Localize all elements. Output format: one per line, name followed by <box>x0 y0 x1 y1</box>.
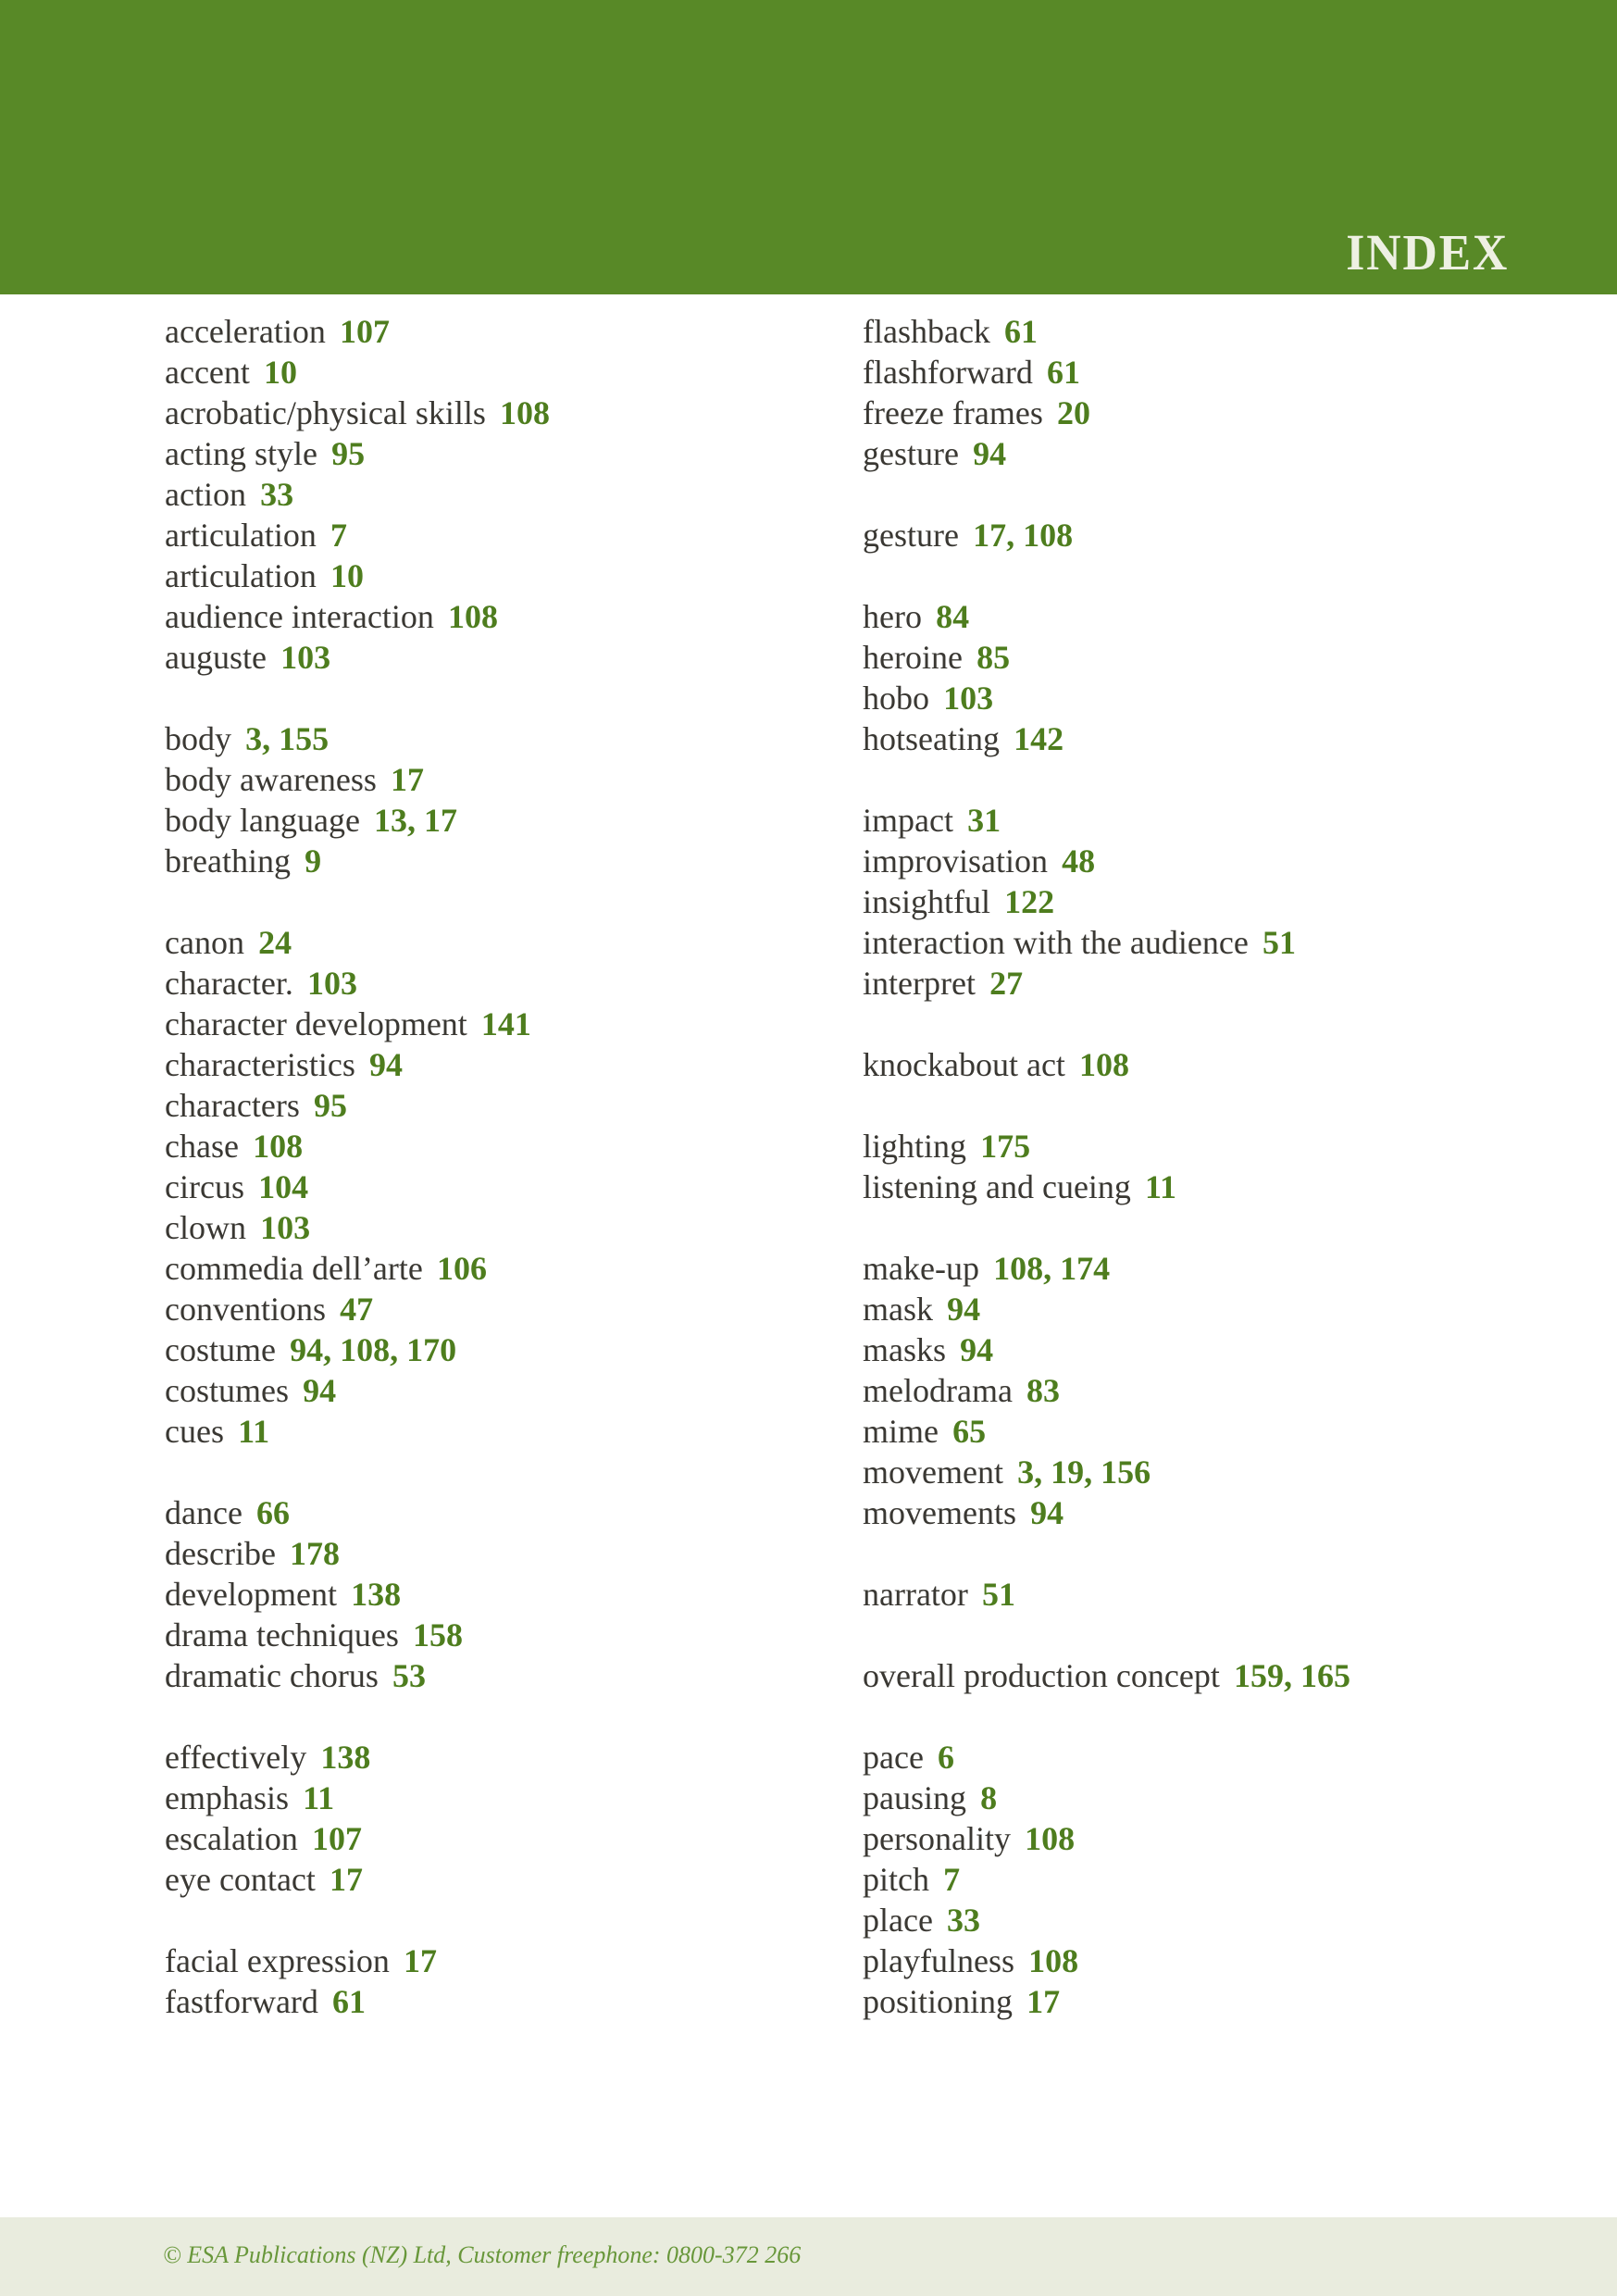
index-page-numbers: 94 <box>368 1046 403 1083</box>
index-entry <box>863 1126 1350 1167</box>
index-page-numbers: 107 <box>312 1820 363 1857</box>
index-term: acceleration <box>165 313 326 350</box>
index-entry <box>165 555 550 596</box>
index-entry <box>165 1574 550 1615</box>
index-entry <box>165 637 550 678</box>
index-term: listening and cueing <box>863 1168 1131 1205</box>
index-page-numbers: 11 <box>238 1413 270 1450</box>
index-entry <box>165 963 550 1004</box>
index-page-numbers: 31 <box>967 802 1001 839</box>
index-term: dramatic chorus <box>165 1657 379 1694</box>
group-spacer <box>165 1696 550 1737</box>
index-term: freeze frames <box>863 394 1043 431</box>
index-entry <box>863 678 1350 718</box>
index-term: acting style <box>165 435 317 472</box>
index-entry <box>863 1492 1350 1533</box>
index-term: drama techniques <box>165 1616 399 1653</box>
index-page-numbers: 27 <box>989 965 1024 1002</box>
index-term: make-up <box>863 1250 979 1287</box>
index-term: body awareness <box>165 761 377 798</box>
index-page-numbers: 51 <box>1262 924 1296 961</box>
index-page-numbers: 94 <box>947 1291 981 1328</box>
index-page-numbers: 10 <box>330 557 365 594</box>
index-term: audience interaction <box>165 598 434 635</box>
index-page-numbers: 66 <box>256 1494 291 1531</box>
group-spacer <box>863 555 1350 596</box>
index-page-numbers: 3, 19, 156 <box>1017 1454 1151 1491</box>
index-term: mime <box>863 1413 939 1450</box>
index-page-numbers: 94 <box>1030 1494 1064 1531</box>
index-term: escalation <box>165 1820 298 1857</box>
index-page-numbers: 17 <box>391 761 425 798</box>
index-page-numbers: 108 <box>253 1128 304 1165</box>
index-entry <box>863 800 1350 841</box>
index-entry <box>165 1207 550 1248</box>
index-page-numbers: 53 <box>392 1657 427 1694</box>
index-term: conventions <box>165 1291 326 1328</box>
index-entry <box>165 1615 550 1655</box>
group-spacer <box>863 1696 1350 1737</box>
index-page-numbers: 20 <box>1056 394 1090 431</box>
index-term: pitch <box>863 1861 929 1898</box>
index-page-numbers: 94 <box>973 435 1007 472</box>
index-entry <box>165 1248 550 1289</box>
index-entry <box>863 718 1350 759</box>
index-entry <box>165 1778 550 1818</box>
index-term: narrator <box>863 1576 968 1613</box>
index-entry <box>165 1655 550 1696</box>
index-term: hotseating <box>863 720 1000 757</box>
index-term: dance <box>165 1494 243 1531</box>
index-term: accent <box>165 354 250 391</box>
index-term: interaction with the audience <box>863 924 1249 961</box>
index-page-numbers: 48 <box>1062 842 1096 880</box>
index-entry <box>863 1329 1350 1370</box>
index-entry <box>165 1411 550 1452</box>
index-entry <box>165 1044 550 1085</box>
index-page-numbers: 94, 108, 170 <box>290 1331 457 1368</box>
index-page-numbers: 138 <box>351 1576 402 1613</box>
index-entry <box>863 922 1350 963</box>
index-entry <box>165 433 550 474</box>
index-term: circus <box>165 1168 244 1205</box>
index-term: cues <box>165 1413 224 1450</box>
index-entry <box>863 1940 1350 1981</box>
index-page-numbers: 138 <box>320 1739 371 1776</box>
index-entry <box>863 1778 1350 1818</box>
index-term: development <box>165 1576 337 1613</box>
index-entry <box>165 1533 550 1574</box>
index-page-numbers: 108 <box>1028 1942 1079 1979</box>
index-term: articulation <box>165 517 317 554</box>
index-term: mask <box>863 1291 933 1328</box>
index-page-numbers: 33 <box>260 476 294 513</box>
index-term: canon <box>165 924 244 961</box>
index-entry <box>165 1289 550 1329</box>
index-entry <box>863 596 1350 637</box>
index-page-numbers: 10 <box>264 354 298 391</box>
index-term: character development <box>165 1005 467 1042</box>
index-page-numbers: 175 <box>980 1128 1031 1165</box>
index-term: emphasis <box>165 1779 289 1816</box>
index-entry <box>863 1574 1350 1615</box>
index-entry <box>863 515 1350 555</box>
index-term: fastforward <box>165 1983 318 2020</box>
index-entry <box>165 474 550 515</box>
index-entry <box>863 881 1350 922</box>
footer-band <box>0 2217 1617 2296</box>
index-page-numbers: 104 <box>258 1168 309 1205</box>
index-page-numbers: 3, 155 <box>245 720 330 757</box>
index-term: knockabout act <box>863 1046 1065 1083</box>
index-entry <box>165 800 550 841</box>
index-term: positioning <box>863 1983 1014 2020</box>
index-entry <box>165 352 550 393</box>
index-entry <box>165 1859 550 1900</box>
index-term: effectively <box>165 1739 307 1776</box>
index-term: insightful <box>863 883 991 920</box>
index-entry <box>863 1900 1350 1940</box>
index-page-numbers: 122 <box>1004 883 1055 920</box>
index-page-numbers: 107 <box>339 313 390 350</box>
index-page-numbers: 83 <box>1026 1372 1061 1409</box>
index-entry <box>165 515 550 555</box>
index-column-left <box>165 311 550 2022</box>
index-term: commedia dell’arte <box>165 1250 423 1287</box>
group-spacer <box>863 1533 1350 1574</box>
index-entry <box>165 393 550 433</box>
index-entry <box>165 1329 550 1370</box>
index-entry <box>165 1126 550 1167</box>
footer-copyright: © ESA Publications (NZ) Ltd, Customer freephone: 0800-372 266 <box>163 2241 802 2268</box>
index-entry <box>165 1004 550 1044</box>
index-page-numbers: 106 <box>436 1250 487 1287</box>
index-page-numbers: 13, 17 <box>374 802 458 839</box>
index-entry <box>165 759 550 800</box>
index-page-numbers: 65 <box>952 1413 987 1450</box>
index-entry <box>863 637 1350 678</box>
index-page-numbers: 11 <box>303 1779 335 1816</box>
index-term: flashback <box>863 313 990 350</box>
index-entry <box>863 311 1350 352</box>
index-column-right <box>863 311 1350 2022</box>
index-page-numbers: 61 <box>1047 354 1081 391</box>
index-term: place <box>863 1902 933 1939</box>
index-page-numbers: 103 <box>260 1209 311 1246</box>
index-entry <box>863 841 1350 881</box>
index-term: movements <box>863 1494 1016 1531</box>
index-entry <box>863 1737 1350 1778</box>
index-entry <box>863 1411 1350 1452</box>
index-page-numbers: 159, 165 <box>1233 1657 1350 1694</box>
index-term: hobo <box>863 680 929 717</box>
index-entry <box>165 718 550 759</box>
index-term: facial expression <box>165 1942 390 1979</box>
index-page-numbers: 94 <box>303 1372 337 1409</box>
index-page-numbers: 17 <box>1026 1983 1061 2020</box>
index-page-numbers: 17 <box>330 1861 364 1898</box>
index-term: masks <box>863 1331 946 1368</box>
group-spacer <box>165 678 550 718</box>
index-page-numbers: 108 <box>500 394 551 431</box>
index-page-numbers: 33 <box>947 1902 981 1939</box>
index-page-numbers: 85 <box>976 639 1011 676</box>
group-spacer <box>863 1004 1350 1044</box>
group-spacer <box>863 759 1350 800</box>
index-term: body <box>165 720 231 757</box>
index-page-numbers: 61 <box>332 1983 367 2020</box>
index-page-numbers: 158 <box>413 1616 464 1653</box>
index-entry <box>863 1044 1350 1085</box>
index-term: describe <box>165 1535 276 1572</box>
group-spacer <box>165 1900 550 1940</box>
index-term: hero <box>863 598 922 635</box>
index-term: eye contact <box>165 1861 316 1898</box>
page-title: INDEX <box>1345 224 1509 281</box>
index-entry <box>165 1940 550 1981</box>
index-page-numbers: 108 <box>1079 1046 1130 1083</box>
index-entry <box>863 433 1350 474</box>
index-term: gesture <box>863 517 959 554</box>
index-term: characters <box>165 1087 300 1124</box>
header-band <box>0 0 1617 294</box>
index-page-numbers: 84 <box>936 598 970 635</box>
index-entry <box>165 1737 550 1778</box>
index-term: overall production concept <box>863 1657 1220 1694</box>
index-term: characteristics <box>165 1046 355 1083</box>
index-term: improvisation <box>863 842 1048 880</box>
index-page-numbers: 47 <box>340 1291 374 1328</box>
index-term: playfulness <box>863 1942 1014 1979</box>
index-term: movement <box>863 1454 1003 1491</box>
index-page-numbers: 103 <box>307 965 357 1002</box>
index-page-numbers: 108 <box>447 598 498 635</box>
index-term: heroine <box>863 639 963 676</box>
index-entry <box>863 1859 1350 1900</box>
index-term: articulation <box>165 557 317 594</box>
index-page-numbers: 6 <box>938 1739 955 1776</box>
index-term: clown <box>165 1209 246 1246</box>
index-entry <box>165 311 550 352</box>
index-entry <box>863 1248 1350 1289</box>
group-spacer <box>863 474 1350 515</box>
group-spacer <box>863 1615 1350 1655</box>
index-term: action <box>165 476 246 513</box>
index-term: pace <box>863 1739 924 1776</box>
index-page-numbers: 8 <box>980 1779 998 1816</box>
index-page-numbers: 142 <box>1014 720 1064 757</box>
index-entry <box>165 1370 550 1411</box>
index-page-numbers: 11 <box>1145 1168 1177 1205</box>
index-term: breathing <box>165 842 291 880</box>
index-term: acrobatic/physical skills <box>165 394 486 431</box>
group-spacer <box>165 881 550 922</box>
index-page-numbers: 95 <box>331 435 366 472</box>
index-term: chase <box>165 1128 239 1165</box>
index-entry <box>165 922 550 963</box>
index-entry <box>863 1370 1350 1411</box>
index-page-numbers: 94 <box>960 1331 994 1368</box>
index-page-numbers: 24 <box>258 924 292 961</box>
index-page-numbers: 51 <box>982 1576 1016 1613</box>
index-entry <box>863 1818 1350 1859</box>
index-page-numbers: 17 <box>404 1942 438 1979</box>
index-entry <box>863 1452 1350 1492</box>
index-entry <box>863 1981 1350 2022</box>
index-term: lighting <box>863 1128 967 1165</box>
index-page-numbers: 95 <box>314 1087 347 1124</box>
index-page-numbers: 103 <box>943 680 994 717</box>
index-page-numbers: 7 <box>330 517 348 554</box>
group-spacer <box>165 1452 550 1492</box>
index-page-numbers: 141 <box>480 1005 531 1042</box>
index-term: character. <box>165 965 293 1002</box>
index-term: body language <box>165 802 360 839</box>
index-term: interpret <box>863 965 976 1002</box>
index-entry <box>863 352 1350 393</box>
index-term: pausing <box>863 1779 966 1816</box>
index-entry <box>165 1492 550 1533</box>
index-page-numbers: 178 <box>290 1535 341 1572</box>
index-term: auguste <box>165 639 267 676</box>
index-entry <box>863 1167 1350 1207</box>
index-entry <box>863 1655 1350 1696</box>
group-spacer <box>863 1207 1350 1248</box>
index-term: impact <box>863 802 953 839</box>
index-entry <box>863 963 1350 1004</box>
group-spacer <box>863 1085 1350 1126</box>
index-entry <box>863 393 1350 433</box>
index-page-numbers: 17, 108 <box>973 517 1074 554</box>
index-page-numbers: 61 <box>1004 313 1039 350</box>
index-entry <box>165 1981 550 2022</box>
index-term: costume <box>165 1331 276 1368</box>
index-entry <box>165 596 550 637</box>
index-term: costumes <box>165 1372 289 1409</box>
index-term: gesture <box>863 435 959 472</box>
index-page-numbers: 108 <box>1025 1820 1076 1857</box>
index-entry <box>165 841 550 881</box>
index-entry <box>165 1085 550 1126</box>
index-page-numbers: 108, 174 <box>993 1250 1111 1287</box>
index-page-numbers: 103 <box>280 639 331 676</box>
index-entry <box>165 1167 550 1207</box>
index-entry <box>863 1289 1350 1329</box>
index-term: melodrama <box>863 1372 1013 1409</box>
index-page-numbers: 7 <box>943 1861 961 1898</box>
index-term: personality <box>863 1820 1011 1857</box>
index-page-numbers: 9 <box>305 842 322 880</box>
index-entry <box>165 1818 550 1859</box>
index-term: flashforward <box>863 354 1033 391</box>
